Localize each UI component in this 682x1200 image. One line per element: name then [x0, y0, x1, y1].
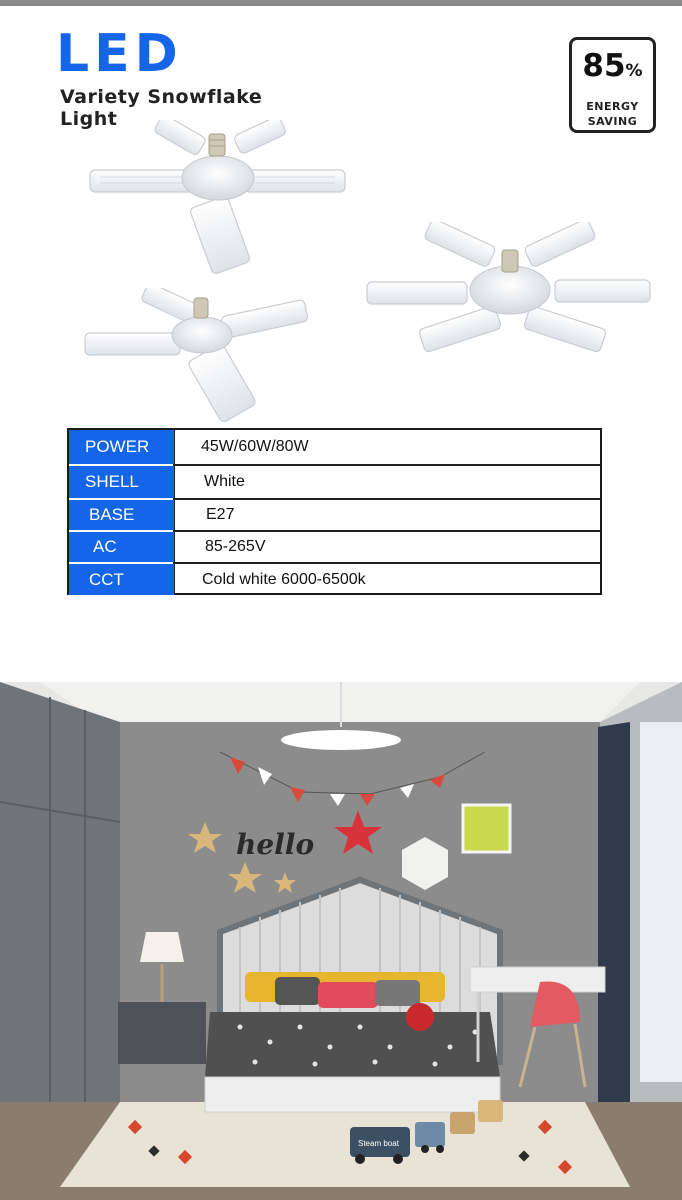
- spec-key: POWER: [69, 430, 174, 464]
- spec-value: Cold white 6000-6500k: [202, 570, 366, 588]
- spec-row-ac: [69, 532, 600, 562]
- badge-value: 85%: [582, 48, 643, 84]
- product-subtitle: Variety Snowflake Light: [60, 86, 263, 130]
- spec-table: [67, 428, 602, 595]
- bedroom-scene-image: [0, 682, 682, 1200]
- four-blade-lamp-image: [85, 120, 350, 280]
- spec-key: SHELL: [69, 466, 174, 498]
- spec-value: E27: [206, 506, 235, 523]
- six-blade-lamp-image: [365, 222, 655, 372]
- spec-row-base: [69, 500, 600, 530]
- spec-key: AC: [69, 532, 174, 562]
- wall-sign-hello: hello: [236, 828, 315, 861]
- spec-row-shell: [69, 466, 600, 498]
- badge-label: ENERGY SAVING: [586, 100, 639, 128]
- top-edge-bar: [0, 0, 682, 6]
- three-blade-lamp-image: [82, 288, 312, 423]
- spec-value: 85-265V: [205, 538, 266, 555]
- spec-value: 45W/60W/80W: [201, 438, 309, 455]
- energy-saving-badge: [569, 37, 656, 133]
- spec-row-power: [69, 430, 600, 464]
- page-title: LED: [56, 24, 183, 84]
- spec-key: CCT: [69, 564, 174, 595]
- toy-train-label: Steam boat: [358, 1139, 399, 1148]
- spec-value: White: [204, 473, 245, 490]
- spec-key: BASE: [69, 500, 174, 530]
- spec-row-cct: [69, 564, 600, 595]
